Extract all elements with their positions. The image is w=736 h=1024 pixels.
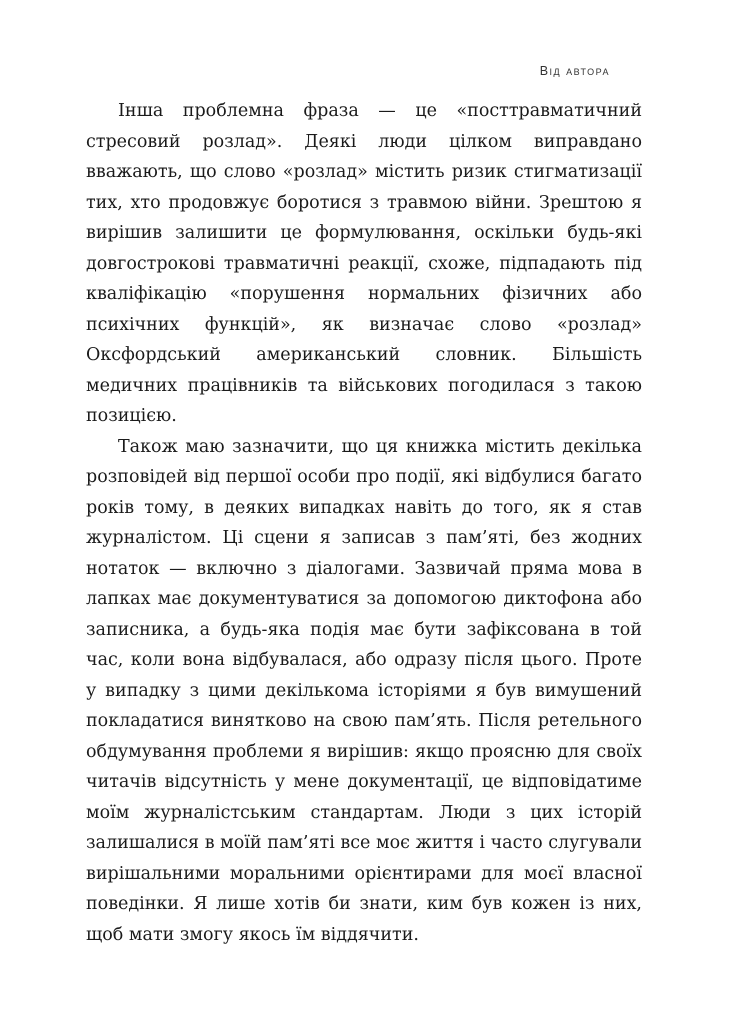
paragraph-2: Також маю зазначити, що ця книжка містить декілька розповідей від першої особи про події, які відбулися багато років тому, в деяких випадках навіть до того, як я став журналістом. Ці сцени я записав з пам’яті, без жодних нотаток — включно з діалогами. Зазвичай пряма мова в лапках має документуватися за допомогою диктофона або записника, а будь-яка подія має бути зафіксована в той час, коли вона відбувалася, або одразу після цього. Проте у випадку з цими декількома історіями я був вимушений покладатися винятково на свою пам’ять. Після ретельного обдумування проблеми я вирішив: якщо проясню для своїх читачів відсутність у мене документації, це відповідатиме моїм журналістським стандартам. Люди з цих історій залишалися в моїй пам’яті все моє життя і часто слугували вирішальними моральними орієнтирами для моєї власної поведінки. Я лише хотів би знати, ким був кожен із них, щоб мати змогу якось їм віддячити. bbox=[86, 436, 642, 945]
paragraph-1: Інша проблемна фраза — це «посттравматичний стресовий розлад». Деякі люди цілком виправдано вважають, що слово «розлад» містить ризик стигматизації тих, хто продовжує боротися з травмою війни. Зрештою я вирішив залишити це формулювання, оскільки будь-які довгострокові травматичні реакції, схоже, підпадають під кваліфікацію «порушення нормальних фізичних або психічних функцій», як визначає слово «розлад» Оксфордський американський словник. Більшість медичних працівників та військових погодилася з такою позицією. bbox=[86, 101, 642, 426]
running-header: Від автора bbox=[539, 64, 610, 78]
body-text bbox=[86, 96, 642, 950]
